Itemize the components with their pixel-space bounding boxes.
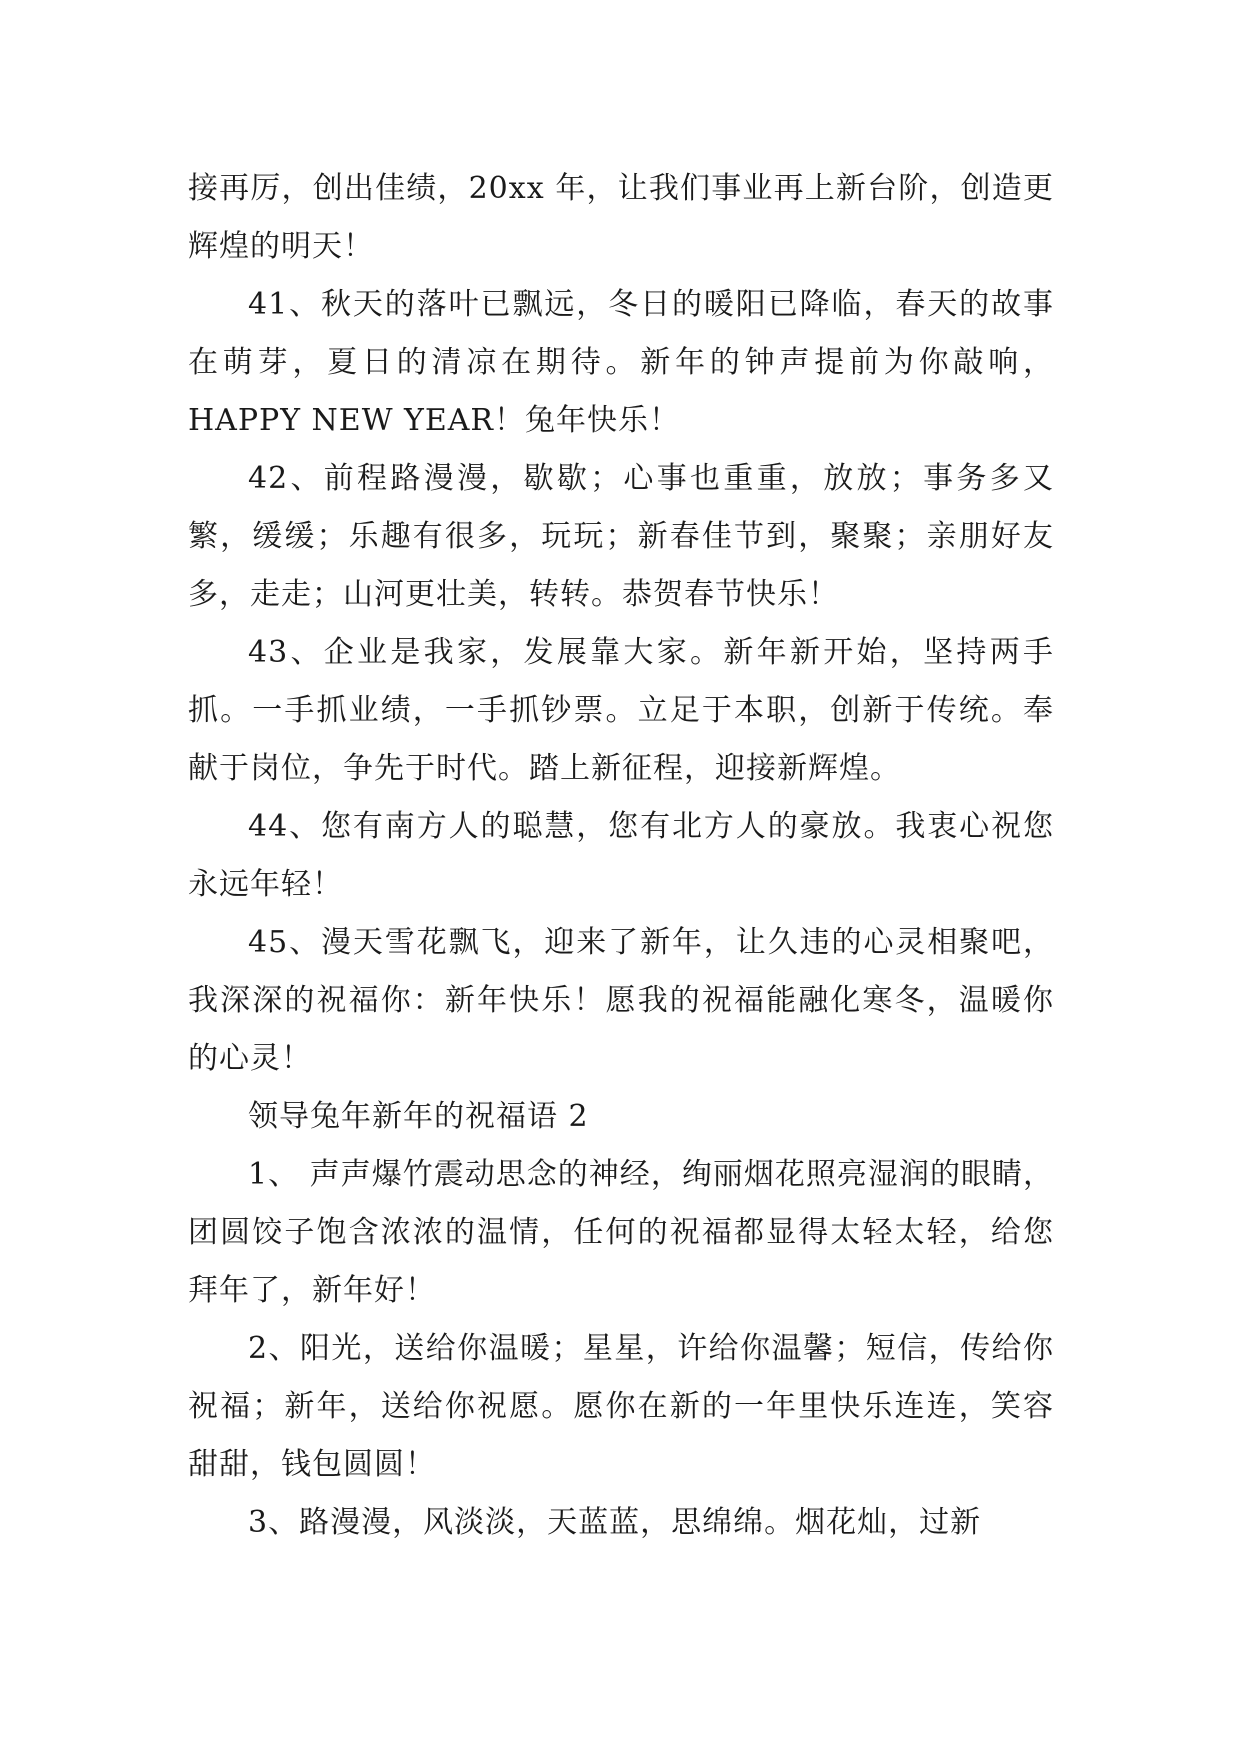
paragraph-3: 3、路漫漫，风淡淡，天蓝蓝，思绵绵。烟花灿，过新 bbox=[248, 1505, 982, 1540]
paragraph-44: 44、您有南方人的聪慧，您有北方人的豪放。我衷心祝您永远年轻！ bbox=[188, 809, 1054, 902]
paragraph-42: 42、前程路漫漫，歇歇；心事也重重，放放；事务多又繁，缓缓；乐趣有很多，玩玩；新春佳节到，聚聚；亲朋好友多，走走；山河更壮美，转转。恭贺春节快乐！ bbox=[188, 461, 1054, 612]
section-heading: 领导兔年新年的祝福语 2 bbox=[248, 1099, 589, 1134]
paragraph-1: 1、 声声爆竹震动思念的神经，绚丽烟花照亮湿润的眼睛，团圆饺子饱含浓浓的温情，任何的祝福都显得太轻太轻，给您拜年了，新年好！ bbox=[188, 1157, 1054, 1308]
document-body bbox=[188, 160, 1054, 1552]
paragraph-45: 45、漫天雪花飘飞，迎来了新年，让久违的心灵相聚吧，我深深的祝福你：新年快乐！愿我的祝福能融化寒冬，温暖你的心灵！ bbox=[188, 925, 1054, 1076]
paragraph-continuation: 接再厉，创出佳绩，20xx 年，让我们事业再上新台阶，创造更辉煌的明天！ bbox=[188, 171, 1054, 264]
paragraph-41: 41、秋天的落叶已飘远，冬日的暖阳已降临，春天的故事在萌芽，夏日的清凉在期待。新年的钟声提前为你敲响，HAPPY NEW YEAR！兔年快乐！ bbox=[188, 287, 1054, 438]
paragraph-2: 2、阳光，送给你温暖；星星，许给你温馨；短信，传给你祝福；新年，送给你祝愿。愿你在新的一年里快乐连连，笑容甜甜，钱包圆圆！ bbox=[188, 1331, 1054, 1482]
paragraph-43: 43、企业是我家，发展靠大家。新年新开始，坚持两手抓。一手抓业绩，一手抓钞票。立足于本职，创新于传统。奉献于岗位，争先于时代。踏上新征程，迎接新辉煌。 bbox=[188, 635, 1054, 786]
